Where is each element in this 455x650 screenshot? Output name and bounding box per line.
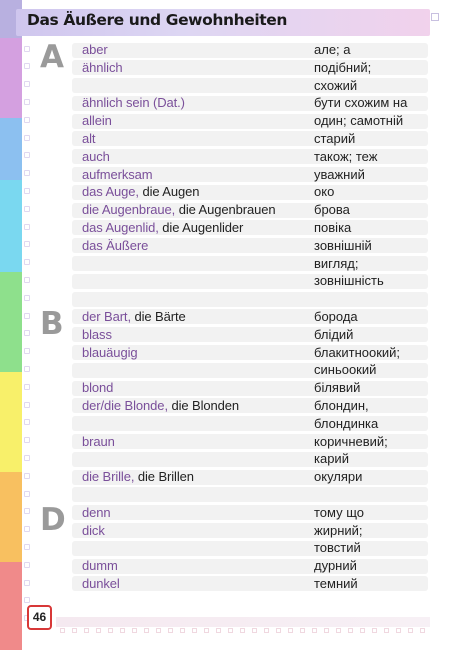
binder-hole xyxy=(24,135,30,141)
ukrainian-translation: блакитноокий; xyxy=(314,344,401,360)
vocab-row xyxy=(72,433,434,451)
plural-form: die Augen xyxy=(138,184,200,200)
plural-form: die Augenbrauen xyxy=(175,202,276,218)
edge-band xyxy=(0,272,22,372)
vocab-row xyxy=(72,379,434,397)
binder-hole xyxy=(24,188,30,194)
headword: aber xyxy=(82,42,108,57)
headword: alt xyxy=(82,130,96,146)
german-term xyxy=(82,505,111,520)
bottom-dots xyxy=(60,628,430,634)
decor-square xyxy=(372,628,377,633)
ukrainian-translation: око xyxy=(314,184,335,200)
decor-square xyxy=(300,628,305,633)
binder-hole xyxy=(24,526,30,532)
row-background xyxy=(72,452,428,467)
german-term xyxy=(82,113,112,128)
row-background xyxy=(72,78,428,93)
vocab-row xyxy=(72,255,434,273)
ukrainian-translation: один; самотній xyxy=(314,113,404,129)
binder-hole xyxy=(24,597,30,603)
vocab-row xyxy=(72,77,434,95)
headword: der/die Blonde, xyxy=(82,397,168,413)
row-background xyxy=(72,327,428,342)
headword: auch xyxy=(82,148,110,164)
binder-hole xyxy=(24,63,30,69)
vocab-row xyxy=(72,415,434,433)
row-background xyxy=(72,131,428,146)
plural-form: die Augenlider xyxy=(158,219,244,235)
binder-hole xyxy=(24,473,30,479)
section-letter: A xyxy=(40,39,64,75)
german-term xyxy=(82,131,95,146)
vocab-row xyxy=(72,450,434,468)
ukrainian-translation: брова xyxy=(314,202,350,218)
headword: die Brille, xyxy=(82,469,135,485)
bottom-strip xyxy=(56,617,430,627)
binder-hole xyxy=(24,277,30,283)
decor-square xyxy=(84,628,89,633)
ukrainian-translation: зовнішній xyxy=(314,237,372,253)
headword: blauäugig xyxy=(82,344,138,360)
binder-holes xyxy=(24,10,32,650)
german-term xyxy=(82,345,138,360)
binder-hole xyxy=(24,455,30,461)
ukrainian-translation: коричневий; xyxy=(314,433,388,449)
headword: blass xyxy=(82,326,112,342)
vocab-row xyxy=(72,112,434,130)
decor-square xyxy=(408,628,413,633)
decor-square xyxy=(348,628,353,633)
binder-hole xyxy=(24,206,30,212)
decor-square xyxy=(192,628,197,633)
row-background xyxy=(72,487,428,502)
vocab-row xyxy=(72,183,434,201)
decor-square xyxy=(312,628,317,633)
binder-hole xyxy=(24,170,30,176)
german-term xyxy=(82,309,186,324)
row-background xyxy=(72,381,428,396)
ukrainian-translation: синьоокий xyxy=(314,362,377,378)
page-number: 46 xyxy=(27,605,52,630)
ukrainian-translation: зовнішність xyxy=(314,273,384,289)
decor-square xyxy=(240,628,245,633)
binder-hole xyxy=(24,81,30,87)
ukrainian-translation: також; теж xyxy=(314,148,378,164)
vocab-row xyxy=(72,486,434,504)
binder-hole xyxy=(24,562,30,568)
page-title: Das Äußere und Gewohnheiten xyxy=(27,11,288,29)
decor-square xyxy=(144,628,149,633)
german-term xyxy=(82,576,120,591)
decor-square xyxy=(384,628,389,633)
decor-square xyxy=(324,628,329,633)
headword: das Auge, xyxy=(82,184,139,200)
decor-square xyxy=(204,628,209,633)
headword: dumm xyxy=(82,558,118,574)
german-term xyxy=(82,184,199,199)
vocab-row xyxy=(72,539,434,557)
german-term xyxy=(82,60,123,75)
german-term xyxy=(82,380,113,395)
ukrainian-translation: блідий xyxy=(314,326,354,342)
german-term xyxy=(82,238,148,253)
binder-hole xyxy=(24,544,30,550)
section-letter: B xyxy=(40,306,64,342)
plural-form: die Blonden xyxy=(167,397,240,413)
vocab-row xyxy=(72,41,434,59)
german-term xyxy=(82,42,108,57)
row-background xyxy=(72,292,428,307)
vocab-row xyxy=(72,522,434,540)
german-term xyxy=(82,149,110,164)
section-letter: D xyxy=(40,501,66,538)
ukrainian-translation: темний xyxy=(314,575,358,591)
binder-hole xyxy=(24,366,30,372)
decor-square xyxy=(96,628,101,633)
row-background xyxy=(72,541,428,556)
plural-form: die Bärte xyxy=(130,308,186,324)
ukrainian-translation: повіка xyxy=(314,219,352,235)
decor-square xyxy=(264,628,269,633)
german-term xyxy=(82,95,185,110)
edge-band xyxy=(0,118,22,180)
decor-square xyxy=(420,628,425,633)
binder-hole xyxy=(24,99,30,105)
row-background xyxy=(72,523,428,538)
row-background xyxy=(72,43,428,58)
binder-hole xyxy=(24,491,30,497)
vocab-row xyxy=(72,361,434,379)
vocab-row xyxy=(72,219,434,237)
edge-band xyxy=(0,562,22,650)
binder-hole xyxy=(24,117,30,123)
decor-square xyxy=(60,628,65,633)
vocab-row xyxy=(72,237,434,255)
german-term xyxy=(82,469,194,484)
ukrainian-translation: схожий xyxy=(314,77,358,93)
headword: dunkel xyxy=(82,575,120,591)
ukrainian-translation: блондинка xyxy=(314,415,379,431)
german-term xyxy=(82,167,153,182)
german-term xyxy=(82,202,276,217)
headword: denn xyxy=(82,504,111,520)
vocab-row xyxy=(72,201,434,219)
ukrainian-translation: товстий xyxy=(314,540,361,556)
ukrainian-translation: але; а xyxy=(314,42,351,57)
edge-band xyxy=(0,372,22,472)
binder-hole xyxy=(24,508,30,514)
headword: dick xyxy=(82,522,105,538)
decor-square xyxy=(72,628,77,633)
ukrainian-translation: подібний; xyxy=(314,59,372,75)
binder-hole xyxy=(24,295,30,301)
corner-mark xyxy=(431,13,439,21)
vocab-row xyxy=(72,344,434,362)
vocab-row xyxy=(72,130,434,148)
binder-hole xyxy=(24,348,30,354)
headword: braun xyxy=(82,433,115,449)
ukrainian-translation: окуляри xyxy=(314,469,363,485)
binder-hole xyxy=(24,313,30,319)
german-term xyxy=(82,523,105,538)
decor-square xyxy=(132,628,137,633)
binder-hole xyxy=(24,330,30,336)
binder-hole xyxy=(24,259,30,265)
vocab-row xyxy=(72,148,434,166)
decor-square xyxy=(168,628,173,633)
vocab-row xyxy=(72,94,434,112)
binder-hole xyxy=(24,419,30,425)
vocab-row xyxy=(72,468,434,486)
vocab-row xyxy=(72,166,434,184)
german-term xyxy=(82,220,243,235)
vocab-row xyxy=(72,575,434,593)
german-term xyxy=(82,558,118,573)
ukrainian-translation: тому що xyxy=(314,504,365,520)
binder-hole xyxy=(24,402,30,408)
decor-square xyxy=(180,628,185,633)
binder-hole xyxy=(24,384,30,390)
headword: das Augenlid, xyxy=(82,219,159,235)
row-background xyxy=(72,505,428,520)
german-term xyxy=(82,398,239,413)
ukrainian-translation: дурний xyxy=(314,558,357,574)
row-background xyxy=(72,60,428,75)
decor-square xyxy=(336,628,341,633)
binder-hole xyxy=(24,224,30,230)
row-background xyxy=(72,559,428,574)
vocab-row xyxy=(72,308,434,326)
vocab-row xyxy=(72,504,434,522)
headword: allein xyxy=(82,113,112,129)
german-term xyxy=(82,434,115,449)
binder-hole xyxy=(24,241,30,247)
decor-square xyxy=(228,628,233,633)
row-background xyxy=(72,576,428,591)
vocab-row xyxy=(72,272,434,290)
ukrainian-translation: блондин, xyxy=(314,397,369,413)
decor-square xyxy=(288,628,293,633)
headword: blond xyxy=(82,380,114,396)
vocab-row xyxy=(72,59,434,77)
row-background xyxy=(72,256,428,271)
vocab-row xyxy=(72,290,434,308)
decor-square xyxy=(120,628,125,633)
ukrainian-translation: уважний xyxy=(314,166,365,182)
ukrainian-translation: вигляд; xyxy=(314,255,359,271)
ukrainian-translation: жирний; xyxy=(314,522,363,538)
ukrainian-translation: білявий xyxy=(314,380,361,396)
vocab-row xyxy=(72,557,434,575)
edge-band xyxy=(0,472,22,562)
decor-square xyxy=(252,628,257,633)
headword: aufmerksam xyxy=(82,166,153,182)
headword: die Augenbraue, xyxy=(82,202,176,218)
binder-hole xyxy=(24,437,30,443)
ukrainian-translation: борода xyxy=(314,308,358,324)
binder-hole xyxy=(24,580,30,586)
headword: ähnlich sein (Dat.) xyxy=(82,95,185,111)
rainbow-edge xyxy=(0,0,22,650)
vocabulary-list xyxy=(72,41,434,593)
decor-square xyxy=(396,628,401,633)
decor-square xyxy=(108,628,113,633)
edge-band xyxy=(0,180,22,272)
ukrainian-translation: бути схожим на xyxy=(314,95,408,111)
edge-band xyxy=(0,38,22,118)
decor-square xyxy=(216,628,221,633)
decor-square xyxy=(360,628,365,633)
decor-square xyxy=(156,628,161,633)
binder-hole xyxy=(24,46,30,52)
ukrainian-translation: карий xyxy=(314,451,349,467)
german-term xyxy=(82,327,112,342)
decor-square xyxy=(276,628,281,633)
headword: das Äußere xyxy=(82,237,149,253)
vocab-row xyxy=(72,326,434,344)
binder-hole xyxy=(24,152,30,158)
plural-form: die Brillen xyxy=(134,469,194,485)
headword: der Bart, xyxy=(82,308,131,324)
ukrainian-translation: старий xyxy=(314,130,356,146)
headword: ähnlich xyxy=(82,59,123,75)
vocab-row xyxy=(72,397,434,415)
